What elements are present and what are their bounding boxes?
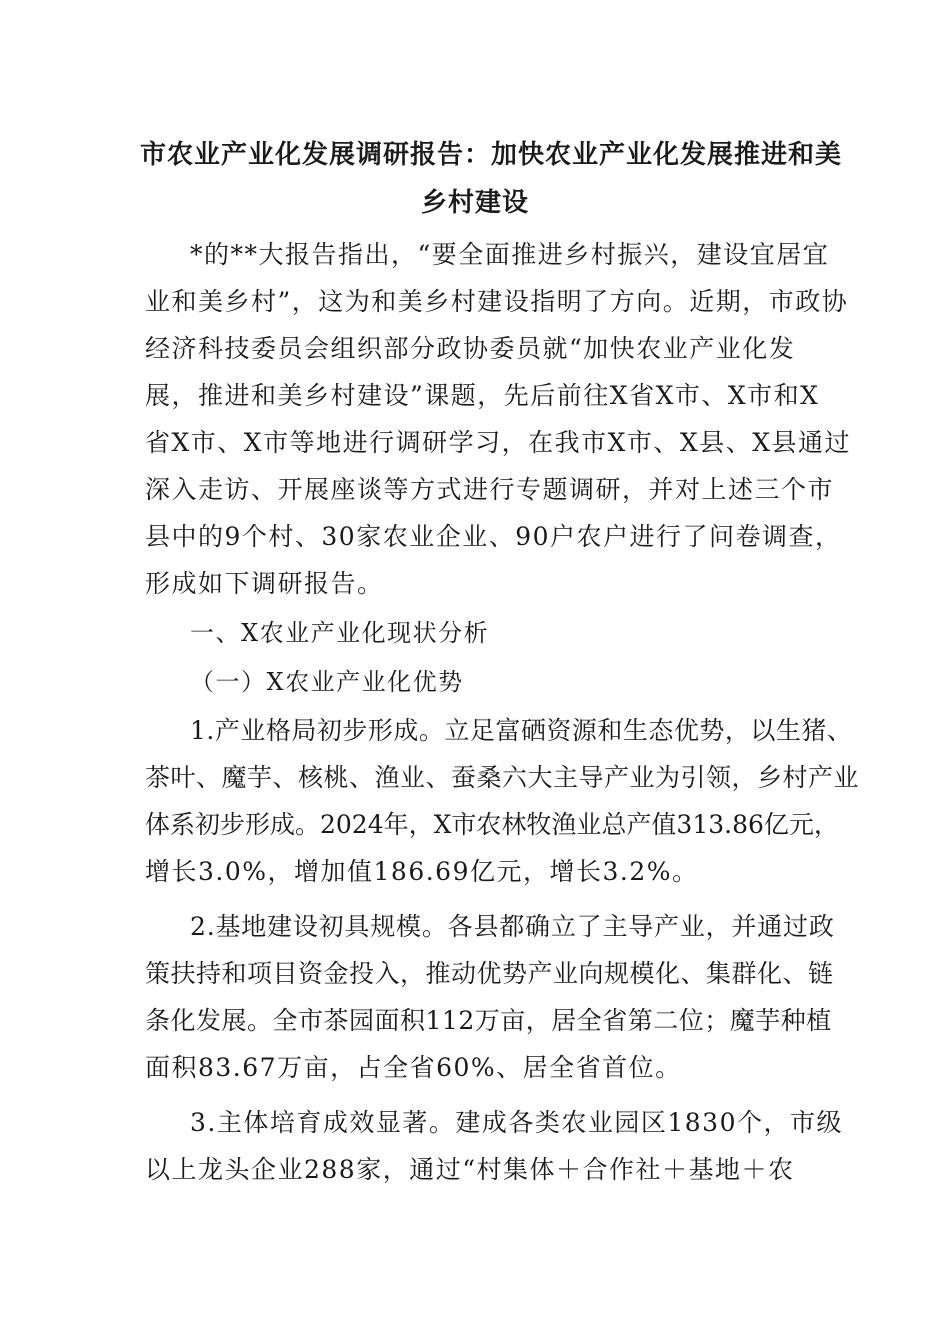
paragraph-1-line-6: 深入走访、开展座谈等方式进行专题调研，并对上述三个市 bbox=[145, 475, 835, 504]
subsection-heading-1: （一）X农业产业化优势 bbox=[190, 668, 464, 696]
paragraph-1-line-7: 县中的9个村、30家农业企业、90户农户进行了问卷调查， bbox=[145, 522, 842, 551]
paragraph-1-line-8: 形成如下调研报告。 bbox=[145, 569, 384, 598]
paragraph-3-line-3: 条化发展。全市茶园面积112万亩，居全省第二位；魔芋种植 bbox=[145, 1006, 832, 1035]
paragraph-1-line-1: *的**大报告指出，“要全面推进乡村振兴，建设宜居宜 bbox=[190, 240, 830, 269]
paragraph-1-line-2: 业和美乡村”，这为和美乡村建设指明了方向。近期，市政协 bbox=[145, 287, 849, 316]
paragraph-4-line-2: 以上龙头企业288家，通过“村集体＋合作社＋基地＋农 bbox=[145, 1155, 795, 1184]
paragraph-3-line-2: 策扶持和项目资金投入，推动优势产业向规模化、集群化、链 bbox=[145, 959, 834, 988]
paragraph-2-line-2: 茶叶、魔芋、核桃、渔业、蚕桑六大主导产业为引领，乡村产业 bbox=[145, 763, 860, 792]
section-heading-1: 一、X农业产业化现状分析 bbox=[190, 619, 490, 647]
paragraph-1-line-5: 省X市、X市等地进行调研学习，在我市X市、X县、X县通过 bbox=[145, 428, 851, 457]
paragraph-1-line-3: 经济科技委员会组织部分政协委员就“加快农业产业化发 bbox=[145, 334, 796, 363]
paragraph-2-line-4: 增长3.0%，增加值186.69亿元，增长3.2%。 bbox=[145, 857, 699, 886]
paragraph-3-line-1: 2.基地建设初具规模。各县都确立了主导产业，并通过政 bbox=[190, 912, 835, 941]
paragraph-3-line-4: 面积83.67万亩，占全省60%、居全省首位。 bbox=[145, 1053, 682, 1082]
paragraph-4-line-1: 3.主体培育成效显著。建成各类农业园区1830个，市级 bbox=[190, 1108, 843, 1137]
paragraph-2-line-3: 体系初步形成。2024年，X市农林牧渔业总产值313.86亿元， bbox=[145, 810, 839, 839]
document-title-line-1: 市农业产业化发展调研报告：加快农业产业化发展推进和美 bbox=[140, 140, 843, 170]
paragraph-2-line-1: 1.产业格局初步形成。立足富硒资源和生态优势，以生猪、 bbox=[190, 716, 853, 745]
document-title-line-2: 乡村建设 bbox=[420, 188, 529, 218]
paragraph-1-line-4: 展，推进和美乡村建设”课题，先后前往X省X市、X市和X bbox=[145, 381, 820, 410]
